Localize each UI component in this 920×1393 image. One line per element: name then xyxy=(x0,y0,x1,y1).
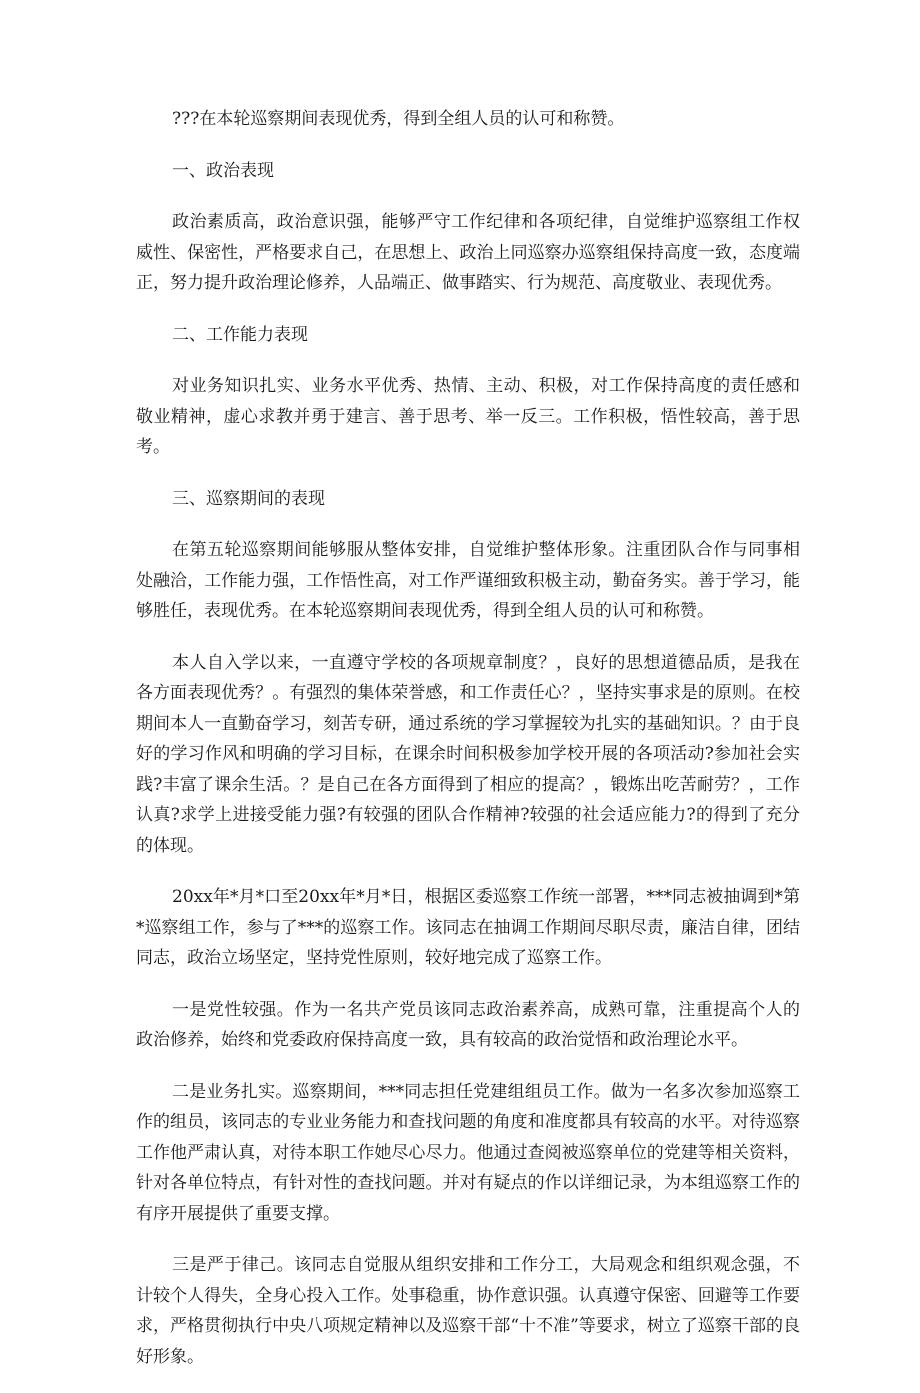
paragraph-business: 二是业务扎实。巡察期间，***同志担任党建组组员工作。做为一名多次参加巡察工作的组员，该同志的专业业务能力和查找问题的角度和准度都具有较高的水平。对待巡察工作他严肃认真，对待本职工作她尽心尽力。他通过查阅被巡察单位的党建等相关资料，针对各单位特点，有针对性的查找问题。并对有疑点的作以详细记录，为本组巡察工作的有序开展提供了重要支撑。 xyxy=(136,1081,800,1224)
section-heading-political: 一、政治表现 xyxy=(172,160,274,181)
paragraph-assignment: 20xx年*月*口至20xx年*月*日，根据区委巡察工作统一部署，***同志被抽调到*第*巡察组工作，参与了***的巡察工作。该同志在抽调工作期间尽职尽责，廉洁自律，团结同志，政治立场坚定，坚持党性原则，较好地完成了巡察工作。 xyxy=(136,887,800,968)
paragraph-inspection: 在第五轮巡察期间能够服从整体安排，自觉维护整体形象。注重团队合作与同事相处融洽，工作能力强，工作悟性高，对工作严谨细致积极主动，勤奋务实。善于学习，能够胜任，表现优秀。在本轮巡察期间表现优秀，得到全组人员的认可和称赞。 xyxy=(136,540,800,621)
document-body xyxy=(136,104,800,1393)
section-heading-ability: 二、工作能力表现 xyxy=(172,324,308,345)
section-heading-inspection: 三、巡察期间的表现 xyxy=(172,488,325,509)
paragraph-party-spirit: 一是党性较强。作为一名共产党员该同志政治素养高，成熟可靠，注重提高个人的政治修养，始终和党委政府保持高度一致，具有较高的政治觉悟和政治理论水平。 xyxy=(136,999,800,1050)
closing-line: ???在本轮巡察期间表现优秀，得到全组人员的认可和称赞。 xyxy=(172,109,625,129)
paragraph-discipline: 三是严于律己。该同志自觉服从组织安排和工作分工，大局观念和组织观念强，不计较个人得失，全身心投入工作。处事稳重，协作意识强。认真遵守保密、回避等工作要求，严格贯彻执行中央八项规定精神以及巡察干部“十不准”等要求，树立了巡察干部的良好形象。 xyxy=(136,1255,800,1367)
paragraph-self-evaluation: 本人自入学以来，一直遵守学校的各项规章制度？，良好的思想道德品质，是我在各方面表现优秀？。有强烈的集体荣誉感，和工作责任心？，坚持实事求是的原则。在校期间本人一直勤奋学习，刻苦专研，通过系统的学习掌握较为扎实的基础知识。？由于良好的学习作风和明确的学习目标，在课余时间积极参加学校开展的各项活动?参加社会实践?丰富了课余生活。？是自己在各方面得到了相应的提高？，锻炼出吃苦耐劳？，工作认真?求学上进接受能力强?有较强的团队合作精神?较强的社会适应能力?的得到了充分的体现。 xyxy=(136,652,800,856)
paragraph-ability: 对业务知识扎实、业务水平优秀、热情、主动、积极，对工作保持高度的责任感和敬业精神，虚心求教并勇于建言、善于思考、举一反三。工作积极，悟性较高，善于思考。 xyxy=(136,376,800,457)
paragraph-political: 政治素质高，政治意识强，能够严守工作纪律和各项纪律，自觉维护巡察组工作权威性、保密性，严格要求自己，在思想上、政治上同巡察办巡察组保持高度一致，态度端正，努力提升政治理论修养，人品端正、做事踏实、行为规范、高度敬业、表现优秀。 xyxy=(136,212,800,293)
